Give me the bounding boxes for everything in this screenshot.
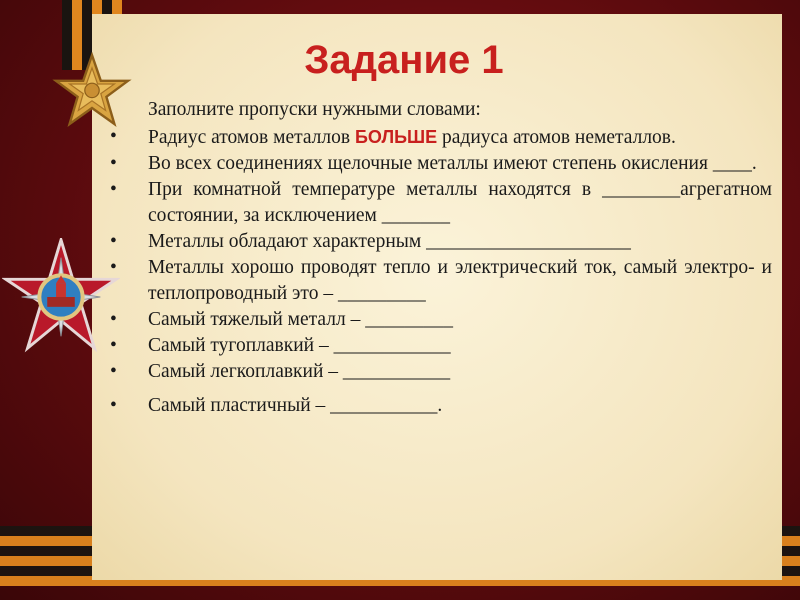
slide-title-text: Задание 1 — [304, 38, 504, 82]
task-item-text: При комнатной температуре металлы находятся в ________агрегатном состоянии, за исключением _______ — [148, 179, 772, 226]
task-item — [108, 333, 772, 359]
task-item-text: Самый пластичный – ___________. — [148, 395, 443, 416]
victory-order-icon — [2, 238, 120, 356]
task-item — [108, 229, 772, 255]
task-item-text: Самый тугоплавкий – ____________ — [148, 335, 451, 356]
task-item — [108, 151, 772, 177]
bullet-icon: • — [110, 257, 117, 278]
task-item — [108, 359, 772, 385]
task-item-highlight: БОЛЬШЕ — [354, 127, 438, 147]
task-item-text-before: Радиус атомов металлов — [148, 127, 355, 148]
bullet-icon: • — [110, 395, 117, 416]
task-item-text: Металлы хорошо проводят тепло и электрический ток, самый электро- и теплопроводный это – _________ — [148, 257, 772, 304]
bullet-icon: • — [110, 126, 117, 147]
task-list — [108, 124, 772, 419]
task-intro: Заполните пропуски нужными словами: — [148, 99, 481, 120]
task-item — [108, 177, 772, 229]
task-item-text-after: радиуса атомов неметаллов. — [437, 127, 676, 148]
task-item — [108, 124, 772, 151]
bullet-icon: • — [110, 309, 117, 330]
task-item — [108, 393, 772, 419]
task-item — [108, 307, 772, 333]
bullet-icon: • — [110, 179, 117, 200]
bullet-icon: • — [110, 231, 117, 252]
task-item-text: Самый тяжелый металл – _________ — [148, 309, 453, 330]
bullet-icon: • — [110, 361, 117, 382]
task-item — [108, 255, 772, 307]
slide-title — [0, 30, 800, 90]
task-content — [108, 97, 772, 419]
task-item-text: Самый легкоплавкий – ___________ — [148, 361, 451, 382]
bullet-icon: • — [110, 335, 117, 356]
bullet-icon: • — [110, 153, 117, 174]
task-item-text: Во всех соединениях щелочные металлы имеют степень окисления ____. — [148, 153, 757, 174]
task-item-text: Металлы обладают характерным _____________________ — [148, 231, 631, 252]
